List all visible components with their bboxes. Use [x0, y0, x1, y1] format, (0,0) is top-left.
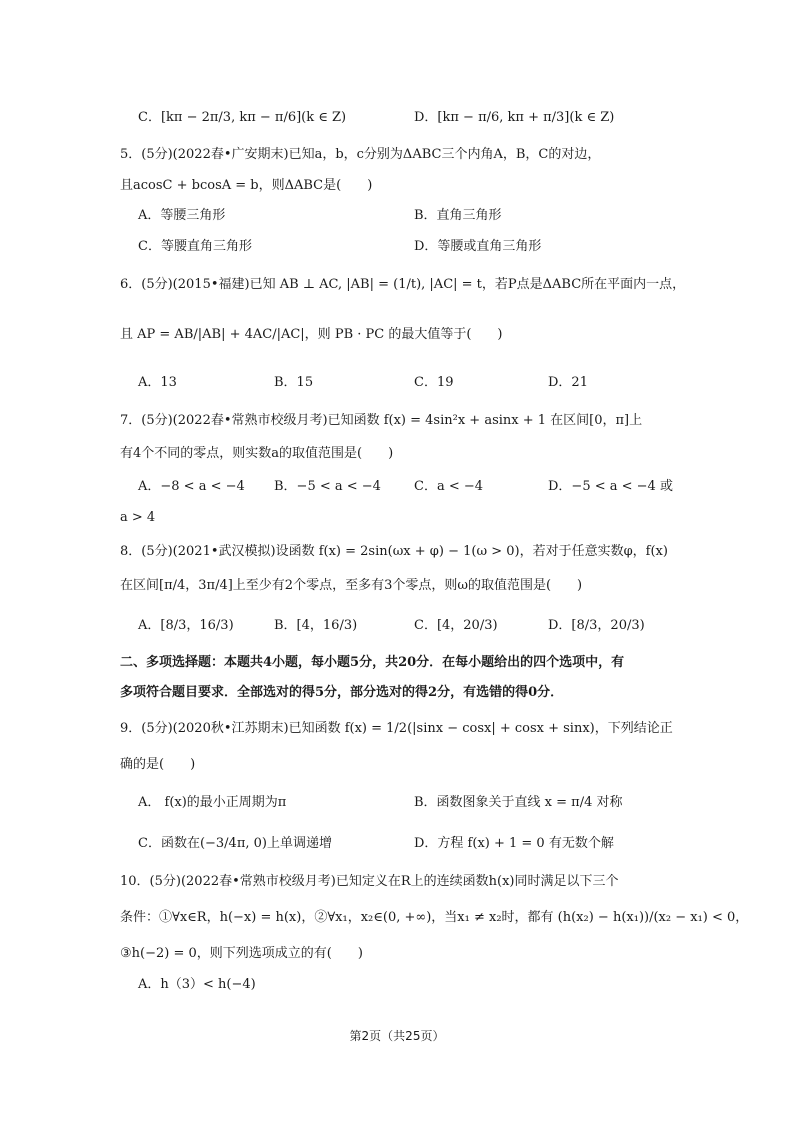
q10-stem-line1: 10．(5分)(2022春•常熟市校级月考)已知定义在R上的连续函数h(x)同时满足以下三个	[120, 874, 619, 889]
q4-option-c: C．[kπ − 2π/3, kπ − π/6](k ∈ Z)	[138, 110, 347, 125]
q9-option-a: A． f(x)的最小正周期为π	[138, 795, 287, 810]
section-heading-line2: 多项符合题目要求．全部选对的得5分，部分选对的得2分，有选错的得0分．	[120, 685, 564, 700]
q9-option-c: C．函数在(−3/4π, 0)上单调递增	[138, 836, 332, 851]
q8-option-d: D．[8/3，20/3)	[548, 618, 645, 633]
page-footer: 第2页（共25页）	[349, 1029, 445, 1043]
q8-stem-line2: 在区间[π/4，3π/4]上至少有2个零点，至多有3个零点，则ω的取值范围是( )	[120, 578, 583, 593]
q10-stem-line3: ③h(−2) = 0，则下列选项成立的有( )	[120, 946, 363, 961]
q9-stem-line1: 9．(5分)(2020秋•江苏期末)已知函数 f(x) = 1/2(|sinx − cosx| + cosx + sinx)，下列结论正	[120, 721, 673, 736]
q6-option-b: B．15	[274, 375, 314, 390]
q8-option-a: A．[8/3，16/3)	[138, 618, 234, 633]
q5-stem-line1: 5．(5分)(2022春•广安期末)已知a，b，c分别为ΔABC三个内角A，B，C的对边，	[120, 147, 601, 162]
section-heading-line1: 二、多项选择题：本题共4小题，每小题5分，共20分．在每小题给出的四个选项中，有	[120, 655, 625, 670]
q5-option-a: A．等腰三角形	[138, 208, 226, 223]
q7-option-d: D．−5 < a < −4 或	[548, 479, 673, 494]
q8-option-b: B．[4，16/3)	[274, 618, 358, 633]
q7-option-d-continued: a > 4	[120, 510, 156, 525]
q6-stem-line2: 且 AP = AB/|AB| + 4AC/|AC|，则 PB · PC 的最大值等于( )	[120, 327, 503, 342]
q5-option-d: D．等腰或直角三角形	[414, 239, 542, 254]
q6-stem-line1: 6．(5分)(2015•福建)已知 AB ⊥ AC, |AB| = (1/t), |AC| = t，若P点是ΔABC所在平面内一点，	[120, 277, 686, 292]
q9-option-b: B．函数图象关于直线 x = π/4 对称	[414, 795, 623, 810]
q7-stem-line2: 有4个不同的零点，则实数a的取值范围是( )	[120, 446, 394, 461]
q10-option-a: A．h（3）< h(−4)	[138, 977, 256, 992]
q9-option-d: D．方程 f(x) + 1 = 0 有无数个解	[414, 836, 614, 851]
q8-option-c: C．[4，20/3)	[414, 618, 498, 633]
q5-option-b: B．直角三角形	[414, 208, 502, 223]
q7-option-c: C．a < −4	[414, 479, 484, 494]
q6-option-d: D．21	[548, 375, 588, 390]
q7-option-b: B．−5 < a < −4	[274, 479, 381, 494]
q10-stem-line2: 条件：①∀x∈R，h(−x) = h(x)，②∀x₁，x₂∈(0, +∞)，当x₁ ≠ x₂时，都有 (h(x₂) − h(x₁))/(x₂ − x₁) < 0，	[120, 910, 749, 925]
q8-stem-line1: 8．(5分)(2021•武汉模拟)设函数 f(x) = 2sin(ωx + φ) − 1(ω > 0)，若对于任意实数φ，f(x)	[120, 544, 668, 559]
q5-option-c: C．等腰直角三角形	[138, 239, 252, 254]
q7-option-a: A．−8 < a < −4	[138, 479, 245, 494]
q6-option-a: A．13	[138, 375, 177, 390]
q9-stem-line2: 确的是( )	[120, 757, 196, 772]
q4-option-d: D．[kπ − π/6, kπ + π/3](k ∈ Z)	[414, 110, 615, 125]
q5-stem-line2: 且acosC + bcosA = b，则ΔABC是( )	[120, 178, 373, 193]
q7-stem-line1: 7．(5分)(2022春•常熟市校级月考)已知函数 f(x) = 4sin²x + asinx + 1 在区间[0，π]上	[120, 413, 643, 428]
q6-option-c: C．19	[414, 375, 454, 390]
